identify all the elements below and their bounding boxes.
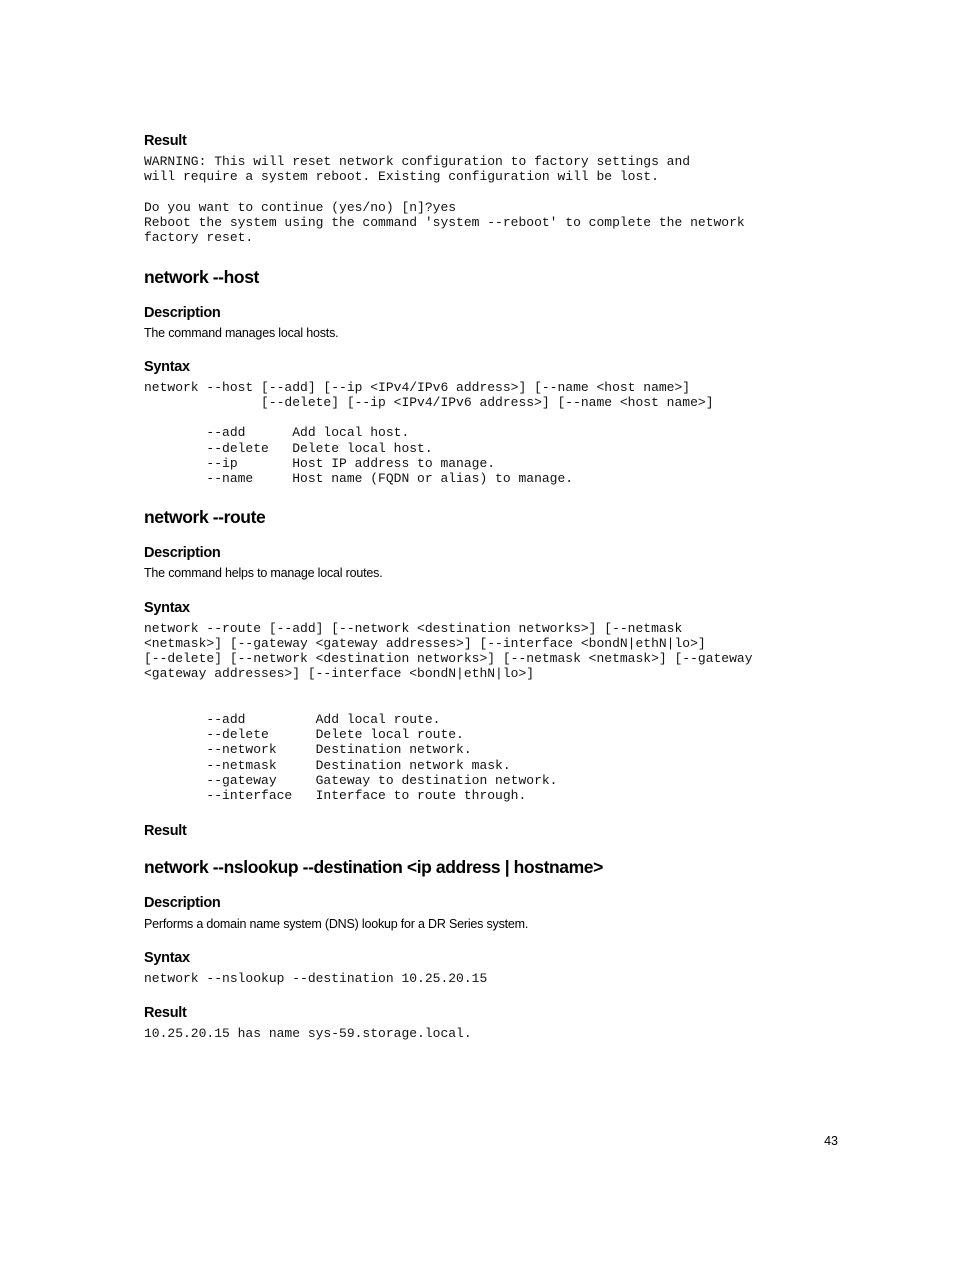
host-description-heading: Description [144, 304, 221, 321]
page-number: 43 [824, 1134, 838, 1148]
host-syntax-heading: Syntax [144, 358, 190, 375]
host-options-code: --add Add local host. --delete Delete local host. --ip Host IP address to manage. --name Host name (FQDN or alias) to manage. [206, 425, 574, 487]
section-title-network-host: network --host [144, 266, 259, 287]
route-options-code: --add Add local route. --delete Delete local route. --network Destination network. --netmask Destination network mask. --gateway Gateway to destination network. --interface Interface to route through. [206, 711, 558, 804]
nslookup-result-code: 10.25.20.15 has name sys-59.storage.local. [144, 1025, 472, 1041]
result-code-block: WARNING: This will reset network configuration to factory settings and will require a system reboot. Existing configuration will be lost. Do you want to continue (yes/no) [n]?yes Reboot the system using the command 'system --reboot' to complete the network factory reset. [144, 154, 745, 246]
document-page [144, 132, 834, 1041]
nslookup-description-heading: Description [144, 894, 221, 911]
route-description-heading: Description [144, 544, 221, 561]
section-title-network-nslookup: network --nslookup --destination <ip address | hostname> [144, 856, 603, 877]
route-description-text: The command helps to manage local routes. [144, 565, 383, 580]
route-syntax-heading: Syntax [144, 599, 190, 616]
nslookup-result-heading: Result [144, 1004, 187, 1021]
host-description-text: The command manages local hosts. [144, 325, 339, 340]
nslookup-description-text: Performs a domain name system (DNS) lookup for a DR Series system. [144, 916, 529, 931]
section-title-network-route: network --route [144, 506, 266, 527]
route-result-heading: Result [144, 822, 187, 839]
route-syntax-code: network --route [--add] [--network <destination networks>] [--netmask <netmask>] [--gateway <gateway addresses>] [--interface <bondN|ethN|lo>] [--delete] [--network <destination networks>] [--netmask <netmask>] [--gateway <gateway addresses>] [--interface <bondN|ethN|lo>] [144, 620, 753, 682]
nslookup-syntax-code: network --nslookup --destination 10.25.20.15 [144, 970, 488, 986]
host-syntax-code: network --host [--add] [--ip <IPv4/IPv6 address>] [--name <host name>] [--delete] [--ip <IPv4/IPv6 address>] [--name <host name>] [144, 379, 714, 411]
nslookup-syntax-heading: Syntax [144, 949, 190, 966]
result-heading: Result [144, 133, 187, 149]
